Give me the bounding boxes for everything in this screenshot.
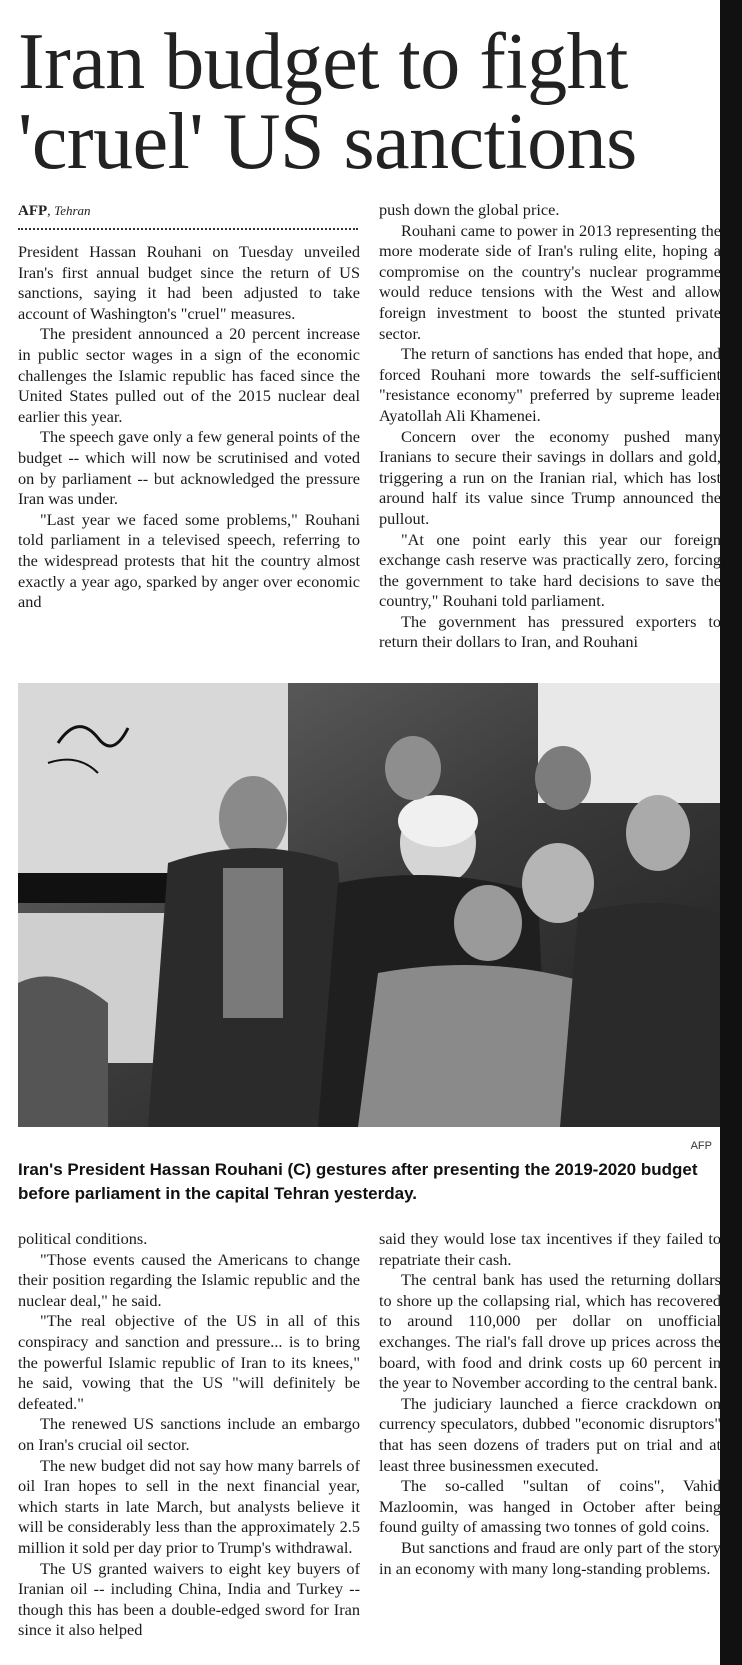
photo-credit: AFP (690, 1140, 712, 1152)
paragraph: The US granted waivers to eight key buyers of Iranian oil -- including China, India and Turkey -- though this has been a double-edged sword for Iran since it also helped (18, 1558, 360, 1640)
paragraph: The government has pressured exporters to return their dollars to Iran, and Rouhani (379, 611, 721, 652)
paragraph: Concern over the economy pushed many Iranians to secure their savings in dollars and gold, triggering a run on the Iranian rial, which has lost around half its value since Trump announced the pullout. (379, 426, 721, 528)
headline (18, 18, 723, 186)
byline: AFP, Tehran (18, 203, 91, 219)
paragraph: The renewed US sanctions include an embargo on Iran's crucial oil sector. (18, 1414, 360, 1454)
article-column-2 (379, 200, 721, 662)
headline-line-1: Iran budget to fight (18, 18, 628, 106)
paragraph: "Last year we faced some problems," Rouhani told parliament in a televised speech, referring to the widespread protests that hit the country almost exactly a year ago, sparked by anger over economic and (18, 509, 360, 612)
photo-illustration (18, 683, 720, 1127)
paragraph: Rouhani came to power in 2013 representing the more moderate side of Iran's ruling elite, hoping a compromise on the country's nuclear programme would reduce tensions with the West and allow foreign investment to boost the stunted private sector. (379, 220, 721, 343)
byline-location: Tehran (54, 203, 91, 218)
paragraph: "The real objective of the US in all of this conspiracy and sanction and pressure... is to bring the powerful Islamic republic of Iran to its knees," he said, vowing that the US "will definitely be defeated." (18, 1311, 360, 1413)
paragraph: The central bank has used the returning dollars to shore up the collapsing rial, which has recovered to around 110,000 per dollar on unofficial exchanges. The rial's fall drove up prices across the board, with food and drink costs up 60 percent in the year to November according to the central bank. (379, 1270, 721, 1393)
paragraph: The president announced a 20 percent increase in public sector wages in a sign of the economic challenges the Islamic republic has faced since the United States pulled out of the 2015 nuclear deal earlier this year. (18, 324, 360, 426)
page-edge-shadow (720, 0, 742, 1665)
paragraph: President Hassan Rouhani on Tuesday unveiled Iran's first annual budget since the return of US sanctions, saying it had been adjusted to take account of Washington's "cruel" measures. (18, 242, 360, 323)
article-column-4 (379, 1229, 721, 1665)
paragraph: "At one point early this year our foreign exchange cash reserve was practically zero, forcing the government to take hard decisions to save the country," Rouhani told parliament. (379, 529, 721, 611)
paragraph: said they would lose tax incentives if they failed to repatriate their cash. (379, 1229, 721, 1269)
paragraph: The return of sanctions has ended that hope, and forced Rouhani more towards the self-sufficient "resistance economy" preferred by supreme leader Ayatollah Ali Khamenei. (379, 344, 721, 425)
paragraph: The so-called "sultan of coins", Vahid Mazloomin, was hanged in October after being found guilty of amassing two tonnes of gold coins. (379, 1476, 721, 1537)
paragraph: The judiciary launched a fierce crackdown on currency speculators, dubbed "economic disruptors" that has seen dozens of traders put on trial and at least three businessmen executed. (379, 1393, 721, 1475)
paragraph: The new budget did not say how many barrels of oil Iran hopes to sell in the next financial year, which starts in late March, but analysts believe it will be considerably less than the approximately 2.5 million it sold per day prior to Trump's withdrawal. (18, 1455, 360, 1557)
news-photo (18, 683, 720, 1127)
headline-line-2: 'cruel' US sanctions (18, 98, 637, 186)
byline-source: AFP (18, 203, 48, 219)
paragraph: "Those events caused the Americans to change their position regarding the Islamic republic and the nuclear deal," he said. (18, 1249, 360, 1310)
paragraph: But sanctions and fraud are only part of the story in an economy with many long-standing problems. (379, 1537, 721, 1578)
paragraph: political conditions. (18, 1229, 148, 1248)
paragraph: The speech gave only a few general points of the budget -- which will now be scrutinised and voted on by parliament -- but acknowledged the pressure Iran was under. (18, 427, 360, 509)
paragraph: push down the global price. (379, 200, 560, 219)
article-column-1 (18, 242, 360, 662)
photo-caption: Iran's President Hassan Rouhani (C) gestures after presenting the 2019-2020 budget before parliament in the capital Tehran yesterday. (18, 1160, 698, 1203)
article-column-3 (18, 1229, 360, 1665)
byline-divider (18, 228, 358, 230)
